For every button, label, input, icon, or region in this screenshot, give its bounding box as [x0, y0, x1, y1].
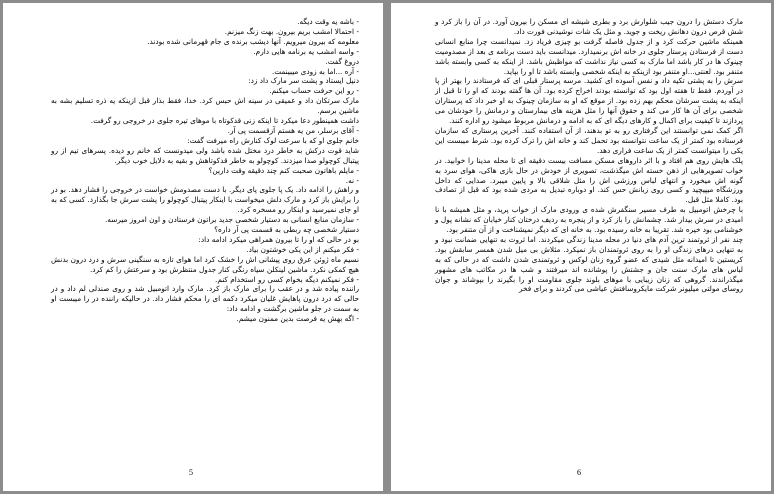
paragraph: - نه.	[345, 175, 359, 185]
paragraph: - آقای برسلر، من یه هستم آزقسمت پی آر.	[227, 125, 359, 135]
paragraph: مارک دستش را درون جیب شلوارش برد و بطری شیشه ای مسکن را بیرون آورد. در آن را باز کرد و شش قرص درون دهانش ریخت و جوید. و مثل یک شات نوشیدنی فورت داد.	[435, 17, 743, 36]
paragraph: اگر کمک نمی توانستند این گرفتاری رو به تو بدهند، از آن استفاده کنند. آخرین پرستاری که سازمان فرستاده بود کمتر از یک ساعت نتوانسته بود تحمل کند و خانه اش را ترک کرده بود. شرط میبست این یکی را میتوانست کمتر از یک ساعت فراری دهد.	[435, 125, 743, 155]
paragraph: شاید قوت درکش به خاطر درد مختل شده باشد ولی میدونست که خانم رو دیده. پسرهای تیم از رو پیتبال کوچولو صدا میزدند. کوچولو به خاطر قدکوتاهش و بقیه به دلایل خوب دیگر.	[51, 145, 359, 165]
paragraph: دنیل ایستاد و پشت سر مارک داد زد:	[248, 76, 359, 86]
paragraph: پلک هایش روی هم افتاد و با اثر داروهای مسکن مسافت بیست دقیقه ای تا محله مدینا را خوابید. در خواب تصویرهایی از ذهن خسته اش میگذشت، تصویری از خودش در حال بازی هاکی، هوای سرد به گونه اش میخورد و انتهای لباس ورزشی اش را مثل شلاقی بالا و پایین میبرد. صدایی که داخل ورزشگاه میپیچید و کسی روی زبانش حس کند. او دوباره تبدیل به مردی شده بود که قبل از تصادف بود. کاملا مثل قبل.	[435, 155, 743, 205]
paragraph: داشت همینطور دعا میکرد تا اینکه زنی قدکوتاه با موهای تیره جلوی در خروجی رو گرفت.	[90, 116, 359, 126]
paragraph: نسیم ماه ژوئن عرق روی پیشانی اش را خشک کرد اما هوای تازه به سنگینی سرش و درد درون بدنش هیچ کمکی نکرد. ماشین لینکلن سیاه رنگی کنار جدول منتظرش بود و سرعتش را کم کرد.	[51, 254, 359, 274]
left-page	[3, 3, 383, 491]
paragraph: دروغ گفت.	[325, 56, 359, 66]
paragraph: معلومه که بیرون میرویم. آنها دیشب برنده ی جام قهرمانی شده بودند.	[147, 36, 359, 46]
paragraph: - فکر نمیکنم دیگه بخوام کسی رو استخدام کنم.	[215, 274, 359, 284]
paragraph: - مایلم باهاتون صحبت کنم چند دقیقه وقت دارین؟	[208, 165, 359, 175]
paragraph: دستیار شخصی چه ربطی به قسمت پی آر داره؟	[214, 225, 359, 235]
paragraph: خانم جلوی او که با سرعت لوک کنارش راه میرفت گفت:	[187, 135, 359, 145]
right-page-text	[435, 17, 743, 294]
left-page-number: 5	[189, 468, 193, 477]
paragraph: - آره ...اما به زودی میبینمت.	[271, 66, 359, 76]
right-page	[391, 3, 771, 491]
paragraph: و راهش را ادامه داد. یک پا جلوی پای دیگر. با دست مصدومش خواست در خروجی را فشار دهد. بو در را برایش باز کرد و مارک دلش میخواست با اینکار پیتبال کوچولو را پشت سرش جا بگذارد. کسی که به او جای نمیرسید و اینکار رو مسخره کرد.	[51, 185, 359, 215]
paragraph: - واسه امشب یه برنامه هایی دارم.	[253, 46, 359, 56]
right-page-number: 6	[577, 468, 581, 477]
paragraph: مارک سرتکان داد و عمیقی در سینه اش حبس کرد. خدا، فقط بذار قبل ازینکه یه ذره تسلیم بشه به ماشین برسم.	[51, 96, 359, 116]
paragraph: - سازمان منابع انسانی به دستیار شخصی جدید براتون فرستادن و اون امروز میرسه.	[104, 215, 359, 225]
left-page-text	[51, 17, 359, 324]
paragraph: - اگه بهش یه فرصت بدین ممنون میشم.	[236, 314, 359, 324]
paragraph: چند نفر از ثروتمند ترین آدم های دنیا در محله مدینا زندگی میکردند. اما ثروت به تنهایی ضمانت نبود و به تنهایی درهای زندگی او را به روی ثروتمندان باز نمیکرد. مثلاش بی میل شدن همسر سابقش بود. کریستین تا امیدانه مثل شیدی که عضو گروه زنان لوکس و ثروتمندی شدن داشت که در حالی که به لباس های مارک سنت جان و جشتش را پوشانده اند میرفتند و شب ها در مکاتب های مشهور میگذراندند. گروهی که زنان زیبایی با موهای بلوند جلوی مقاومت او را بگیرند را بپوشاند و جوان روسای مولتی میلیونر شرکت مایکروسافتش عیاشی می کردند و برای فخر	[435, 234, 743, 294]
paragraph: - باشه یه وقت دیگه.	[297, 17, 359, 26]
paragraph: - رو این حرفت حساب میکنم.	[269, 86, 359, 96]
paragraph: بو در حالی که او را تا بیرون همراهی میکرد ادامه داد:	[198, 234, 359, 244]
paragraph: - احتمالا امشب بریم بیرون. بهت زنگ میزنم.	[224, 26, 359, 36]
paragraph: سرش را به پشتی تکیه داد و نفس آسوده ای کشید. مرسه پرستار قبلی ای که فرستادند را بهتر از پا در آوردم. فقط تا هفته اول بود که توانسته بودند اخراج کرده بود. آن ها گفته بودند که او را تا قبل از اینکه به پشت سرشان محکم بهم زده بود. از موقع که او به سازمان چینوک به او خبر داد که پرستاران شخصی برای آن ها کار می کند و حقوق آنها را مثل هزینه های بیمارستان و درمانش را خودشان می پردازند تا کیفیت برای اکمال و کارهای دیگه ای که به ادامه و درمانش مربوط میشود رو اداره کنند.	[435, 76, 743, 126]
paragraph: راننده پیاده شد و در عقب را برای مارک باز کرد. مارک وارد اتومبیل شد و روی صندلی لم داد و در حالی که درد درون پاهایش غلیان میکرد دکمه ای را محکم فشار داد. در حالیکه راننده در را میبست او به سمت در جلو ماشین برگشت و ادامه داد:	[51, 284, 359, 314]
paragraph: همینکه ماشین حرکت کرد و از جدول فاصله گرفت بو چیزی فریاد زد. نمیدانست چرا منابع انسانی دست از فرستادن پرستار جلوی در خانه اش برنمیدارد. میدانست باید دست برنامه ی بعد از مصدومیت چینوک ها در کار باشد اما مارک به کسی نیاز نداشت که مواظبش باشد. از اینکه به کسی وابسته باشد متنفر بود. لعنتی...او متنفر بود ازینکه به اینکه شخصی وابسته باشد تا او را بپاید.	[435, 36, 743, 76]
paragraph: با چرخش اتومبیل به طرف مسیر سنگفرش شده ی ورودی مارک از خواب پرید، و مثل همیشه با نا امیدی در سرش بیدار شد. چشمانش را باز کرد و از پنجره به ردیف درختان کنار خیابان که نشانه پول و خوشنامی بود خیره شد. تقریبا به خانه رسیده بود. به خانه ای که دیگر نمیشناخت و از آن متنفر بود.	[435, 205, 743, 235]
paragraph: - فکر میکنم از این یکی خوشتون بیاد.	[246, 244, 359, 254]
